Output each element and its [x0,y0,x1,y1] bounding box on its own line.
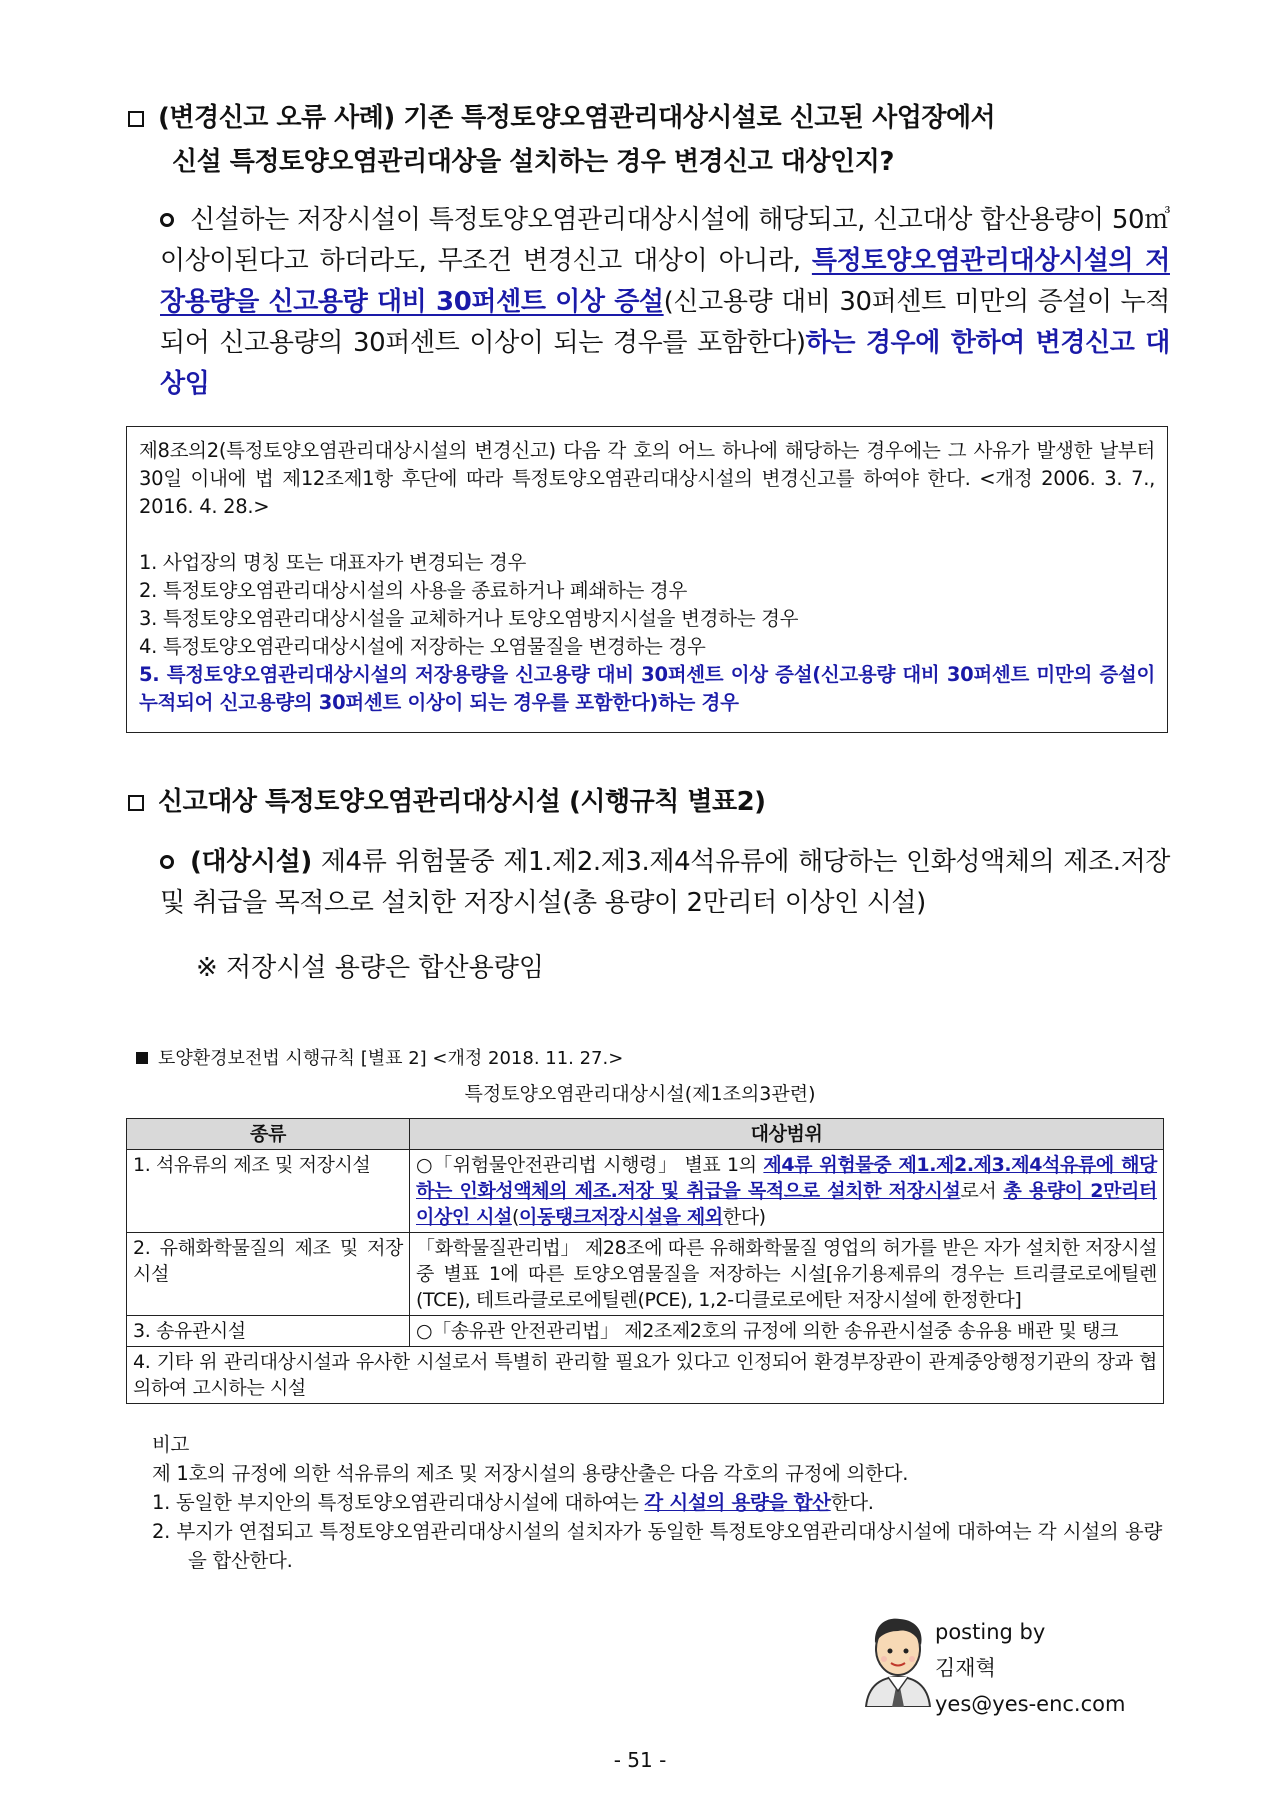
page-number: - 51 - [613,1748,667,1772]
remarks-item-1-post: 한다. [830,1491,874,1514]
row-1-scope-mid: 로서 [960,1180,1004,1202]
circle-bullet-icon [160,213,174,227]
law-article-box [126,426,1168,733]
answer-2 [160,842,1170,924]
posting-email: yes@yes-enc.com [935,1692,1126,1716]
header-scope: 대상범위 [410,1119,1164,1150]
table-row [127,1233,1164,1316]
question-1-heading [128,96,1168,184]
row-1-scope-highlight-3: 이동탱크저장시설을 제외 [519,1206,723,1228]
row-3-scope: ○「송유관 안전관리법」 제2조제2호의 규정에 의한 송유관시설중 송유용 배관 및 탱크 [410,1316,1164,1347]
table-row [127,1150,1164,1233]
row-1-scope-mid-2: ( [512,1206,520,1228]
posting-label: posting by [935,1620,1046,1644]
question-1-line-2: 신설 특정토양오염관리대상을 설치하는 경우 변경신고 대상인지? [172,147,894,177]
table-row [127,1347,1164,1404]
header-type: 종류 [127,1119,410,1150]
law-item-3: 3. 특정토양오염관리대상시설을 교체하거나 토양오염방지시설을 변경하는 경우 [139,607,799,630]
table-header-row [127,1119,1164,1150]
law-item-4: 4. 특정토양오염관리대상시설에 저장하는 오염물질을 변경하는 경우 [139,635,706,658]
square-bullet-icon [128,111,144,127]
square-bullet-icon [128,795,144,811]
answer-1-conclusion: 하는 경우에 한하여 변경신고 대상임 [160,328,1170,399]
answer-2-text: 제4류 위험물중 제1.제2.제3.제4석유류에 해당하는 인화성액체의 제조.저장 및 취급을 목적으로 설치한 저장시설(총 용량이 2만리터 이상인 시설) [160,847,1170,918]
row-1-scope-highlight-2: 총 용량이 2만리터 이상인 시설 [416,1180,1157,1228]
row-1-type: 1. 석유류의 제조 및 저장시설 [127,1150,410,1233]
question-2-title: 신고대상 특정토양오염관리대상시설 (시행규칙 별표2) [158,787,766,817]
answer-1-part-1: 신설하는 저장시설이 특정토양오염관리대상시설에 해당되고, 신고대상 합산용량이 50㎥ 이상이된다고 하더라도, 무조건 변경신고 대상이 아니라, [160,205,1170,276]
remarks-title: 비고 [152,1433,190,1456]
answer-1 [160,200,1170,405]
question-2-heading [128,780,1168,824]
question-1-line-1: (변경신고 오류 사례) 기존 특정토양오염관리대상시설로 신고된 사업장에서 [158,103,996,133]
remarks-item-1 [152,1488,1162,1517]
answer-1-part-3: (신고용량 대비 30퍼센트 미만의 증설이 누적되어 신고용량의 30퍼센트 이상이 되는 경우를 포함한다) [160,287,1170,358]
law-item-2: 2. 특정토양오염관리대상시설의 사용을 종료하거나 폐쇄하는 경우 [139,579,687,602]
table-row [127,1316,1164,1347]
law-item-5: 5. 특정토양오염관리대상시설의 저장용량을 신고용량 대비 30퍼센트 이상 증설(신고용량 대비 30퍼센트 미만의 증설이 누적되어 신고용량의 30퍼센트 이상이 되는 경우를 포함한다)하는 경우 [139,663,1155,714]
table-caption [136,1045,623,1073]
row-1-scope-highlight: 제4류 위험물중 제1.제2.제3.제4석유류에 해당하는 인화성액체의 제조.저장 및 취급을 목적으로 설치한 저장시설 [416,1154,1158,1202]
law-item-1: 1. 사업장의 명칭 또는 대표자가 변경되는 경우 [139,551,527,574]
remarks-item-1-pre: 1. 동일한 부지안의 특정토양오염관리대상시설에 대하여는 [152,1491,645,1514]
row-2-type: 2. 유해화학물질의 제조 및 저장시설 [127,1233,410,1316]
remarks-item-1-highlight: 각 시설의 용량을 합산 [644,1491,831,1514]
row-4-text: 4. 기타 위 관리대상시설과 유사한 시설로서 특별히 관리할 필요가 있다고 인정되어 환경부장관이 관계중앙행정기관의 장과 협의하여 고시하는 시설 [127,1347,1164,1404]
answer-1-highlight: 특정토양오염관리대상시설의 저장용량을 신고용량 대비 30퍼센트 이상 증설 [160,246,1170,317]
posting-name: 김재혁 [935,1656,996,1680]
facility-table [126,1118,1164,1404]
law-intro: 제8조의2(특정토양오염관리대상시설의 변경신고) 다음 각 호의 어느 하나에 해당하는 경우에는 그 사유가 발생한 날부터 30일 이내에 법 제12조제1항 후단에 따라 특정토양오염관리대상시설의 변경신고를 하여야 한다. <개정 2006. 3. 7., 2016. 4. 28.> [139,439,1155,518]
poster-avatar-icon [858,1611,938,1707]
posting-credit [935,1614,1125,1722]
remarks-line-1: 제 1호의 규정에 의한 석유류의 제조 및 저장시설의 용량산출은 다음 각호의 규정에 의한다. [152,1462,909,1485]
row-3-type: 3. 송유관시설 [127,1316,410,1347]
table-caption-text: 토양환경보전법 시행규칙 [별표 2] <개정 2018. 11. 27.> [158,1048,624,1069]
answer-2-label: (대상시설) [190,847,312,877]
remarks-item-2: 2. 부지가 연접되고 특정토양오염관리대상시설의 설치자가 동일한 특정토양오염관리대상시설에 대하여는 각 시설의 용량을 합산한다. [152,1520,1162,1572]
row-2-scope: 「화학물질관리법」 제28조에 따른 유해화학물질 영업의 허가를 받은 자가 설치한 저장시설 중 별표 1에 따른 토양오염물질을 저장하는 시설[유기용제류의 경우는 트리클로로에틸렌(TCE), 테트라클로로에틸렌(PCE), 1,2-디클로로에탄 저장시설에 한정한다] [410,1233,1164,1316]
remarks [152,1430,1162,1575]
table-title: 특정토양오염관리대상시설(제1조의3관련) [464,1083,816,1105]
capacity-note: ※ 저장시설 용량은 합산용량임 [196,953,544,983]
row-1-scope-post: 한다) [722,1206,766,1228]
circle-bullet-icon [160,855,174,869]
black-square-icon [136,1052,148,1064]
row-1-scope-pre: ○「위험물안전관리법 시행령」 별표 1의 [416,1154,764,1176]
row-1-scope [410,1150,1164,1233]
